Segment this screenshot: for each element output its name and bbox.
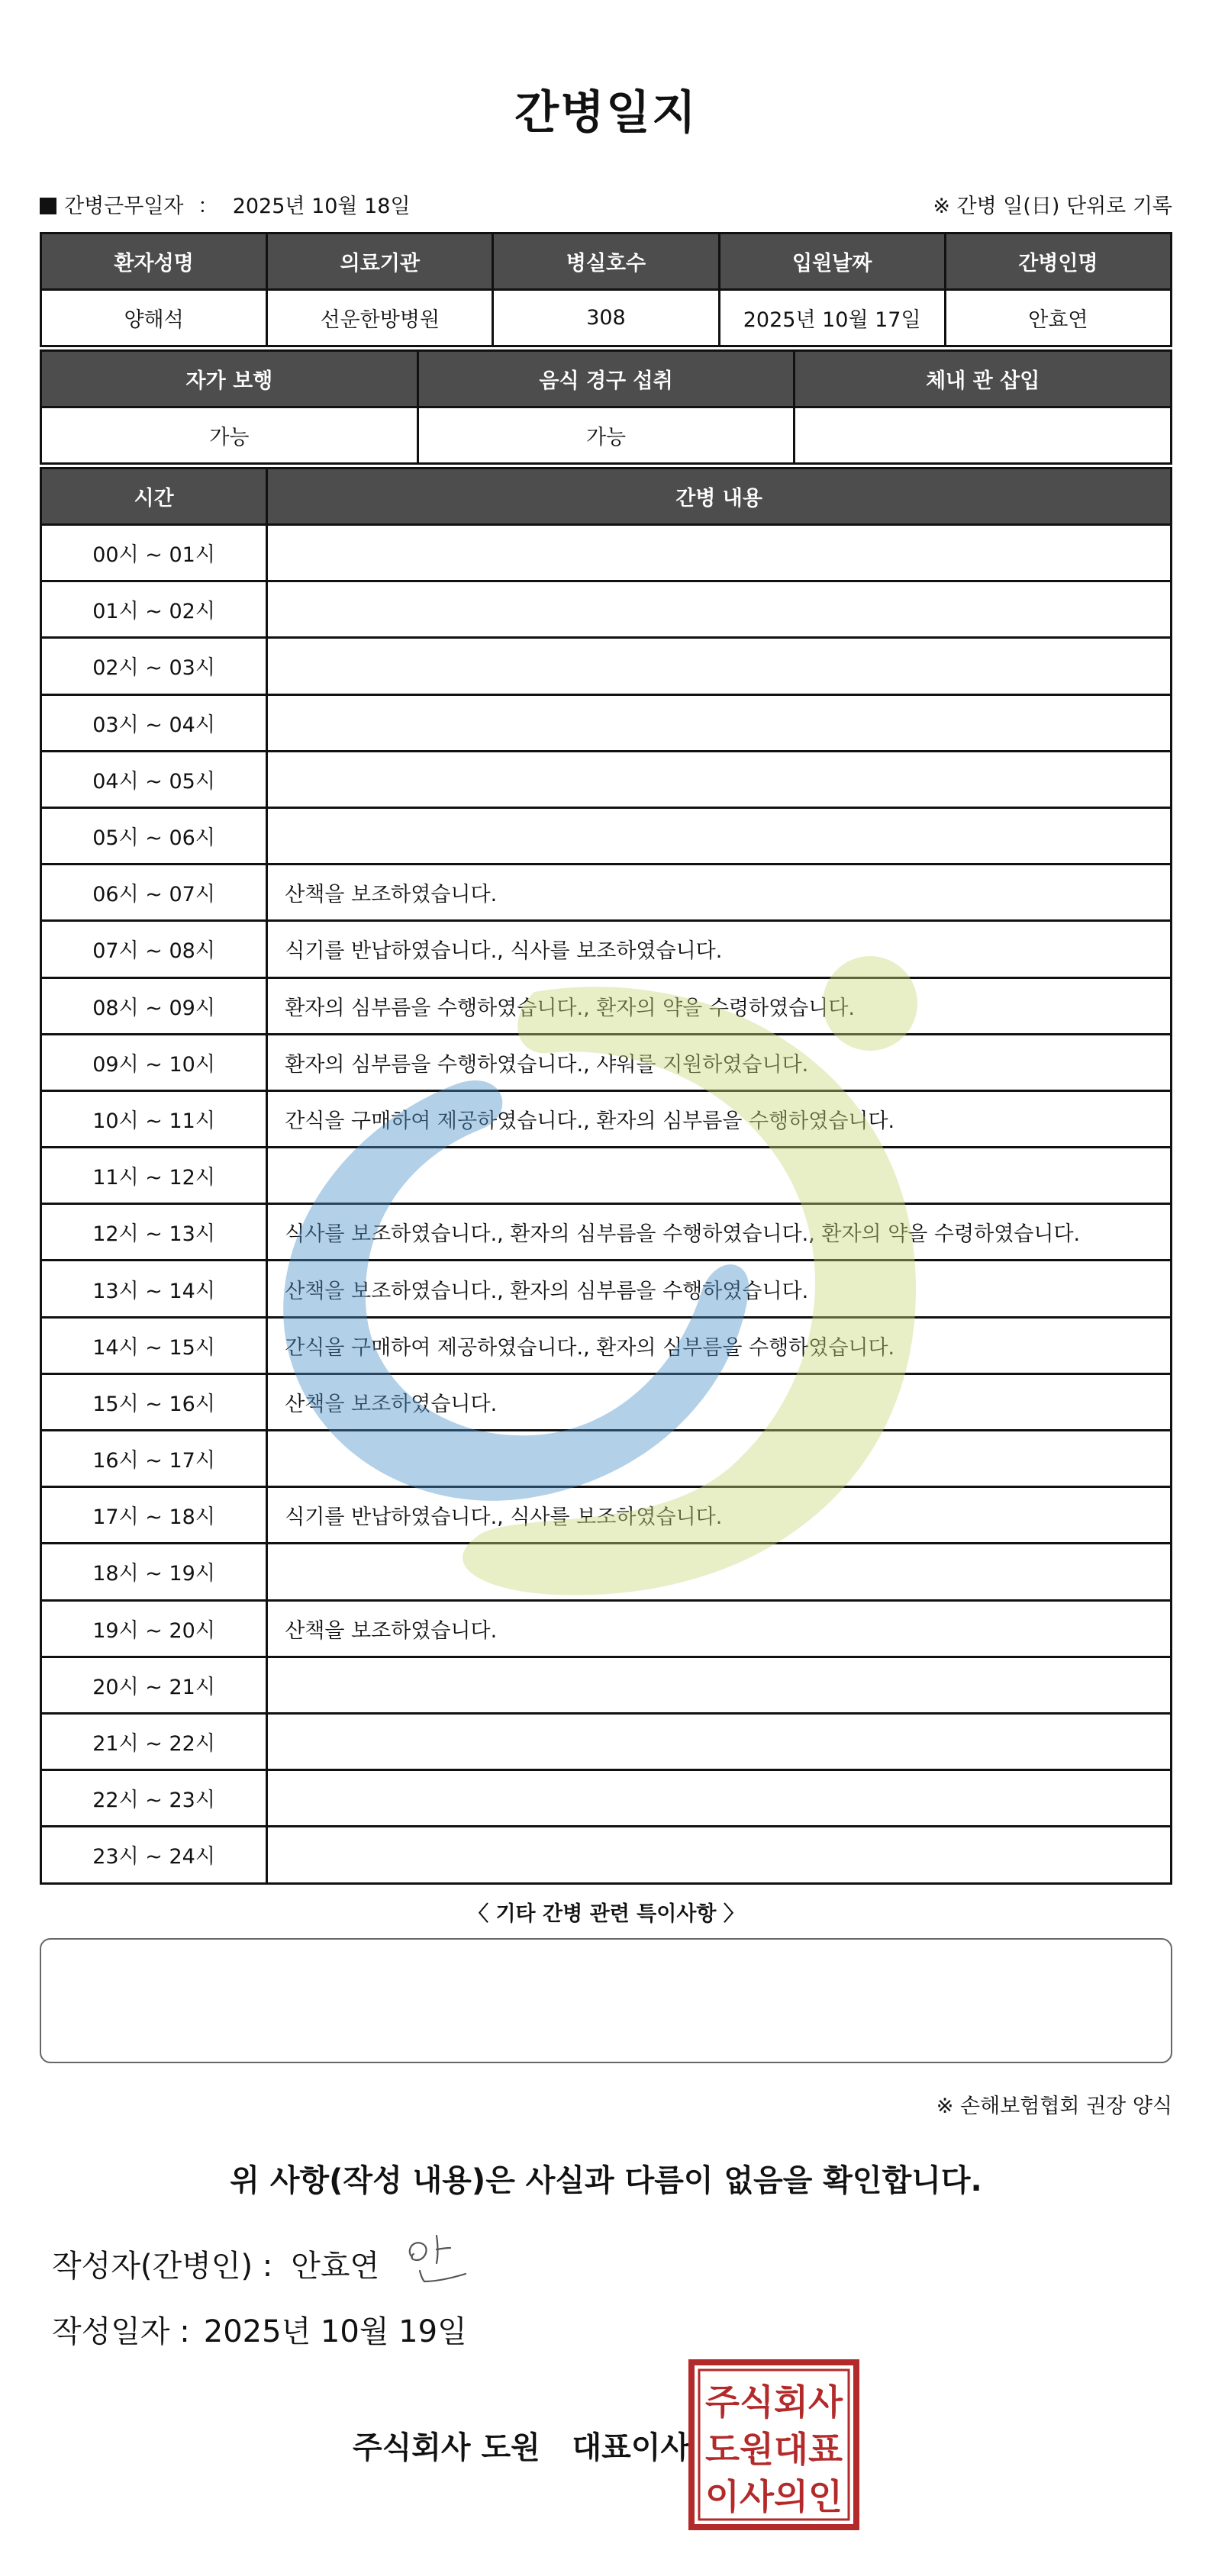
care-log-row [41,1770,1172,1827]
patient-status-header-row [41,351,1172,407]
seal-text-line: 이사의인 [705,2476,843,2517]
care-log-time: 15시 ~ 16시 [41,1373,267,1430]
writer-line [52,2242,379,2285]
care-log-content: 산책을 보조하였습니다. [267,1373,1172,1430]
care-log-content [267,1431,1172,1487]
care-log-content [267,638,1172,694]
care-log-row [41,1148,1172,1204]
self-walking-value: 가능 [41,407,418,464]
care-log-row [41,525,1172,581]
care-log-time: 20시 ~ 21시 [41,1657,267,1713]
header-patient-name: 환자성명 [41,233,267,290]
care-log-row [41,1827,1172,1883]
care-log-time: 16시 ~ 17시 [41,1431,267,1487]
care-log-content [267,1544,1172,1600]
care-log-content: 식기를 반납하였습니다., 식사를 보조하였습니다. [267,1487,1172,1544]
writer-label: 작성자(간병인) : [52,2249,273,2284]
care-log-content [267,525,1172,581]
header-caregiver-name: 간병인명 [945,233,1171,290]
care-log-row [41,1657,1172,1713]
patient-info-value-row [41,290,1172,346]
patient-status-value-row [41,407,1172,464]
care-log-time: 07시 ~ 08시 [41,921,267,977]
meta-row [40,189,1172,220]
oral-intake-value: 가능 [417,407,795,464]
care-log-content [267,581,1172,638]
care-log-time: 13시 ~ 14시 [41,1261,267,1317]
work-date [40,189,411,219]
care-log-content [267,694,1172,751]
care-log-time: 17시 ~ 18시 [41,1487,267,1544]
care-log-time: 18시 ~ 19시 [41,1544,267,1600]
care-log-time: 23시 ~ 24시 [41,1827,267,1883]
writer-name: 안효연 [291,2249,380,2284]
header-oral-intake: 음식 경구 섭취 [417,351,795,407]
care-log-time: 05시 ~ 06시 [41,807,267,864]
care-log-content [267,1770,1172,1827]
care-log-content: 간식을 구매하여 제공하였습니다., 환자의 심부름을 수행하였습니다. [267,1090,1172,1147]
care-log-content [267,1827,1172,1883]
care-log-time: 11시 ~ 12시 [41,1148,267,1204]
work-date-label: 간병근무일자 [64,195,184,218]
care-log-row [41,1544,1172,1600]
care-log-row [41,638,1172,694]
header-room-number: 병실호수 [493,233,719,290]
care-log-content: 산책을 보조하였습니다., 환자의 심부름을 수행하였습니다. [267,1261,1172,1317]
care-log-row [41,807,1172,864]
care-log-time: 19시 ~ 20시 [41,1600,267,1657]
patient-info-header-row [41,233,1172,290]
company-representative: 주식회사 도원 대표이사 [353,2430,691,2465]
work-date-value: 2025년 10월 18일 [232,195,411,218]
special-notes-label: 〈 기타 간병 관련 특이사항 〉 [468,1902,744,1926]
header-admission-date: 입원날짜 [719,233,945,290]
care-log-row [41,1600,1172,1657]
care-log-time: 09시 ~ 10시 [41,1034,267,1090]
care-log-time: 02시 ~ 03시 [41,638,267,694]
seal-text-line: 주식회사 [705,2381,843,2423]
care-log-content: 식기를 반납하였습니다., 식사를 보조하였습니다. [267,921,1172,977]
care-log-content: 환자의 심부름을 수행하였습니다., 샤워를 지원하였습니다. [267,1034,1172,1090]
admission-date: 2025년 10월 17일 [719,290,945,346]
patient-status-table [40,349,1172,465]
form-source-note: ※ 손해보험협회 권장 양식 [936,2095,1172,2118]
handwritten-signature [403,2228,472,2289]
care-log-row [41,1034,1172,1090]
care-log-time: 14시 ~ 15시 [41,1317,267,1373]
care-log-content [267,1657,1172,1713]
caregiver-name: 안효연 [945,290,1171,346]
care-log-row [41,1090,1172,1147]
confirmation-statement: 위 사항(작성 내용)은 사실과 다름이 없음을 확인합니다. [230,2163,982,2198]
care-log-time: 08시 ~ 09시 [41,977,267,1034]
care-log-row [41,1713,1172,1769]
care-log-row [41,865,1172,921]
care-log-table [40,467,1172,1885]
care-log-content [267,1713,1172,1769]
patient-info-table [40,232,1172,347]
written-date-line [52,2307,467,2351]
care-log-row [41,581,1172,638]
care-log-time: 00시 ~ 01시 [41,525,267,581]
care-log-row [41,921,1172,977]
care-log-row [41,694,1172,751]
care-log-content: 산책을 보조하였습니다. [267,865,1172,921]
care-log-time: 06시 ~ 07시 [41,865,267,921]
care-log-header-row [41,469,1172,525]
tube-insertion-value [795,407,1172,464]
written-date-label: 작성일자 : [52,2314,190,2349]
written-date-value: 2025년 10월 19일 [203,2314,467,2349]
care-log-content [267,807,1172,864]
care-log-row [41,1431,1172,1487]
care-log-time: 12시 ~ 13시 [41,1204,267,1261]
care-log-row [41,1373,1172,1430]
care-log-content [267,751,1172,807]
care-log-time: 10시 ~ 11시 [41,1090,267,1147]
care-log-time: 01시 ~ 02시 [41,581,267,638]
care-log-row [41,1204,1172,1261]
seal-text-line: 도원대표 [705,2429,843,2470]
care-log-time: 03시 ~ 04시 [41,694,267,751]
document-title: 간병일지 [514,86,698,140]
header-time: 시간 [41,469,267,525]
care-log-row [41,977,1172,1034]
care-log-row [41,751,1172,807]
header-care-content: 간병 내용 [267,469,1172,525]
daily-record-note: ※ 간병 일(日) 단위로 기록 [933,195,1172,218]
hospital-name: 선운한방병원 [267,290,493,346]
work-date-separator: ： [198,195,219,218]
care-log-body [41,525,1172,1884]
care-log-time: 22시 ~ 23시 [41,1770,267,1827]
care-log-content: 식사를 보조하였습니다., 환자의 심부름을 수행하였습니다., 환자의 약을 수령하였습니다. [267,1204,1172,1261]
header-tube-insertion: 체내 관 삽입 [795,351,1172,407]
header-self-walking: 자가 보행 [41,351,418,407]
special-notes-box [40,1938,1172,2063]
care-log-row [41,1261,1172,1317]
care-log-time: 21시 ~ 22시 [41,1713,267,1769]
company-seal-stamp [687,2358,861,2532]
care-log-row [41,1317,1172,1373]
care-log-time: 04시 ~ 05시 [41,751,267,807]
care-log-content: 산책을 보조하였습니다. [267,1600,1172,1657]
care-log-content [267,1148,1172,1204]
black-square-icon [40,198,56,214]
care-log-row [41,1487,1172,1544]
care-log-content: 간식을 구매하여 제공하였습니다., 환자의 심부름을 수행하였습니다. [267,1317,1172,1373]
patient-name: 양해석 [41,290,267,346]
header-hospital: 의료기관 [267,233,493,290]
room-number: 308 [493,290,719,346]
care-log-content: 환자의 심부름을 수행하였습니다., 환자의 약을 수령하였습니다. [267,977,1172,1034]
